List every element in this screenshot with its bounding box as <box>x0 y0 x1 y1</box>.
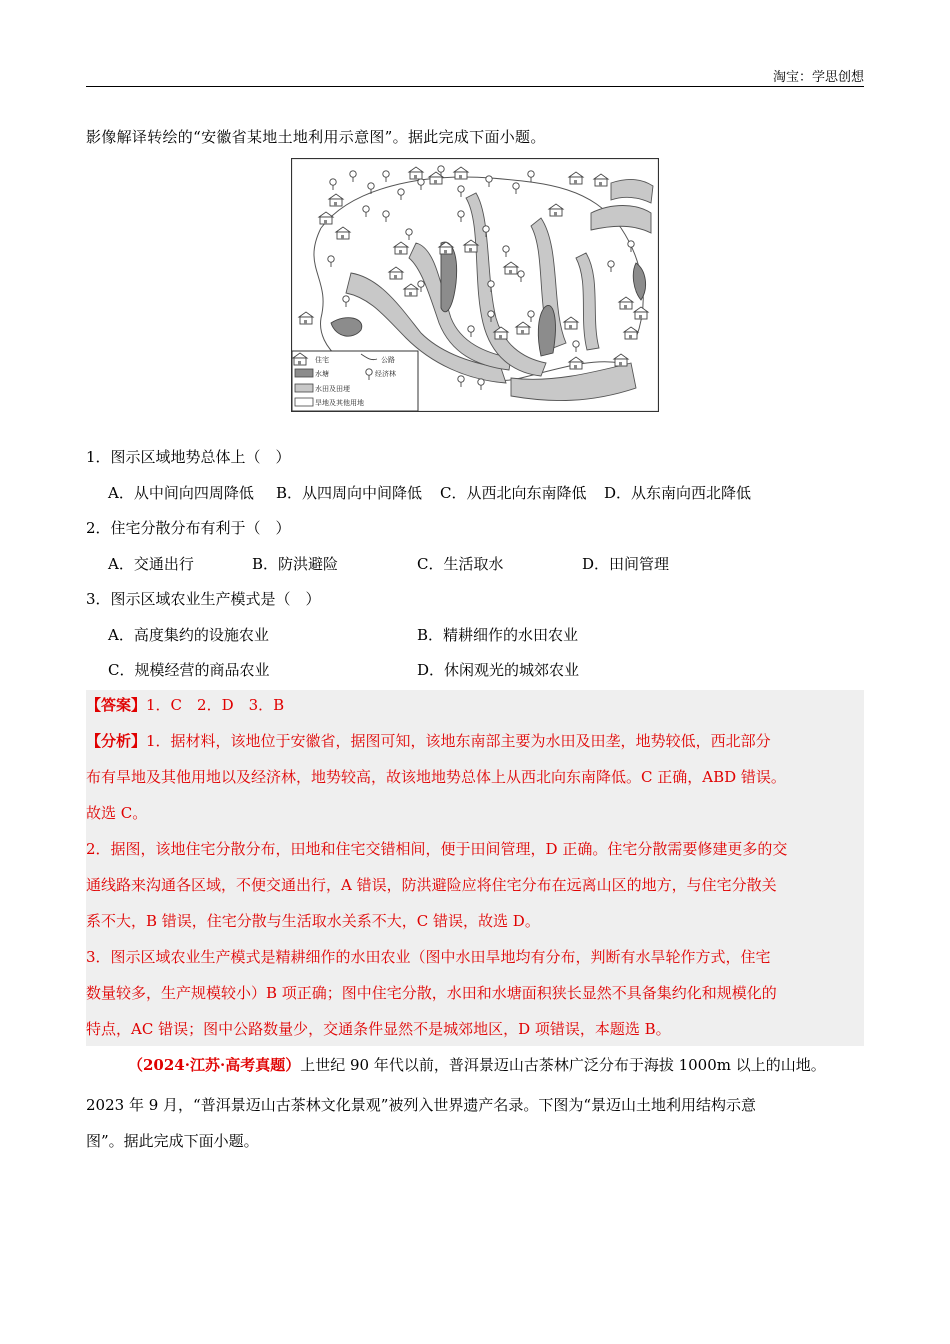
question-1-option-c: C．从西北向东南降低 <box>440 484 587 502</box>
legend-house: 住宅 <box>315 356 329 364</box>
next-problem-text-1: 上世纪 90 年代以前，普洱景迈山古茶林广泛分布于海拔 1000m 以上的山地。 <box>300 1056 826 1074</box>
answer-text: 1．C 2．D 3．B <box>146 696 285 714</box>
question-1-option-d: D．从东南向西北降低 <box>604 484 752 502</box>
legend-pond: 水塘 <box>315 370 329 378</box>
question-2-stem: 2．住宅分散分布有利于（ ） <box>86 519 291 537</box>
answer-line <box>86 694 284 715</box>
land-use-map <box>291 158 659 412</box>
analysis-text-1: 1．据材料，该地位于安徽省，据图可知，该地东南部主要为水田及田垄，地势较低，西北部分 <box>146 732 771 750</box>
next-problem-line-1 <box>128 1054 826 1075</box>
question-2-option-c: C．生活取水 <box>417 555 504 573</box>
question-3-stem: 3．图示区域农业生产模式是（ ） <box>86 590 321 608</box>
legend-paddy: 水田及田埂 <box>315 385 350 393</box>
legend-forest: 经济林 <box>375 370 396 378</box>
analysis-line-5: 通线路来沟通各区域，不便交通出行，A 错误，防洪避险应将住宅分布在远离山区的地方，与住宅分散关 <box>86 876 777 894</box>
legend-dryland: 旱地及其他用地 <box>315 399 364 407</box>
question-3-option-c: C．规模经营的商品农业 <box>108 661 270 679</box>
question-2-option-a: A．交通出行 <box>108 555 194 573</box>
question-3-option-b: B．精耕细作的水田农业 <box>417 626 579 644</box>
analysis-line-4: 2．据图，该地住宅分散分布，田地和住宅交错相间，便于田间管理，D 正确。住宅分散需要修建更多的交 <box>86 840 788 858</box>
question-2-option-b: B．防洪避险 <box>252 555 339 573</box>
header-rule <box>86 86 864 87</box>
analysis-line-7: 3．图示区域农业生产模式是精耕细作的水田农业（图中水田旱地均有分布，判断有水旱轮作方式，住宅 <box>86 948 771 966</box>
analysis-line-3: 故选 C。 <box>86 804 148 822</box>
legend-road: 公路 <box>381 356 395 364</box>
question-3-option-d: D．休闲观光的城郊农业 <box>417 661 580 679</box>
question-1-option-b: B．从四周向中间降低 <box>276 484 423 502</box>
analysis-label: 【分析】 <box>86 732 147 750</box>
analysis-line-8: 数量较多，生产规模较小）B 项正确；图中住宅分散，水田和水塘面积狭长显然不具备集约化和规模化的 <box>86 984 777 1002</box>
question-3-option-a: A．高度集约的设施农业 <box>108 626 269 644</box>
next-problem-line-2: 2023 年 9 月，“普洱景迈山古茶林文化景观”被列入世界遗产名录。下图为“景迈山土地利用结构示意 <box>86 1096 757 1114</box>
answer-label: 【答案】 <box>86 696 147 714</box>
analysis-line-9: 特点，AC 错误；图中公路数量少，交通条件显然不是城郊地区，D 项错误，本题选 B。 <box>86 1020 671 1038</box>
next-problem-source: （2024·江苏·高考真题） <box>128 1056 301 1074</box>
analysis-line-1 <box>86 730 771 751</box>
header-shop-name: 淘宝：学思创想 <box>772 70 864 85</box>
question-2-option-d: D．田间管理 <box>582 555 670 573</box>
question-1-stem: 1．图示区域地势总体上（ ） <box>86 448 291 466</box>
intro-text: 影像解译转绘的“安徽省某地土地利用示意图”。据此完成下面小题。 <box>86 128 546 146</box>
analysis-line-2: 布有旱地及其他用地以及经济林，地势较高，故该地地势总体上从西北向东南降低。C 正确，ABD 错误。 <box>86 768 786 786</box>
next-problem-line-3: 图”。据此完成下面小题。 <box>86 1132 259 1150</box>
analysis-line-6: 系不大，B 错误，住宅分散与生活取水关系不大，C 错误，故选 D。 <box>86 912 540 930</box>
question-1-option-a: A．从中间向四周降低 <box>108 484 254 502</box>
